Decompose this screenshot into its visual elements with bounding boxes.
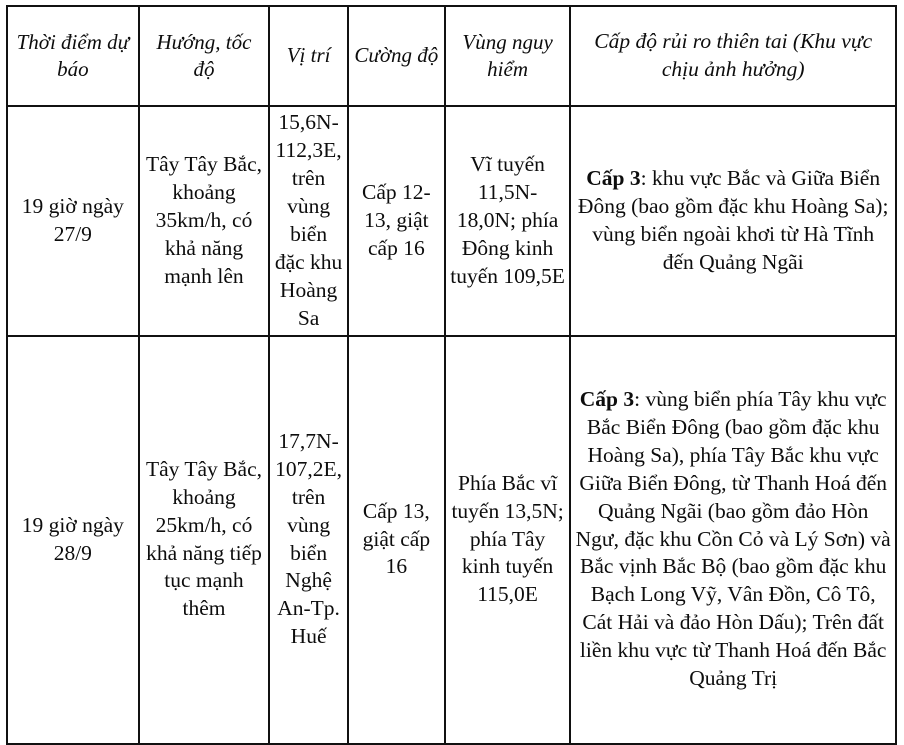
column-header-intensity: Cường độ xyxy=(348,6,445,106)
table-body xyxy=(7,106,896,744)
header-row xyxy=(7,6,896,106)
risk-level-badge: Cấp 3 xyxy=(586,165,641,190)
cell-position: 17,7N-107,2E, trên vùng biển Nghệ An-Tp. Huế xyxy=(269,336,348,744)
cell-danger-zone: Vĩ tuyến 11,5N-18,0N; phía Đông kinh tuyến 109,5E xyxy=(445,106,571,336)
column-header-position: Vị trí xyxy=(269,6,348,106)
risk-description: : khu vực Bắc và Giữa Biển Đông (bao gồm đặc khu Hoàng Sa); vùng biển ngoài khơi từ Hà Tĩnh đến Quảng Ngãi xyxy=(577,165,889,274)
cell-disaster-risk xyxy=(570,336,896,744)
cell-intensity: Cấp 13, giật cấp 16 xyxy=(348,336,445,744)
column-header-disaster-risk-level: Cấp độ rủi ro thiên tai (Khu vực chịu ảnh hưởng) xyxy=(570,6,896,106)
cell-intensity: Cấp 12-13, giật cấp 16 xyxy=(348,106,445,336)
cell-direction-speed: Tây Tây Bắc, khoảng 35km/h, có khả năng mạnh lên xyxy=(139,106,270,336)
cell-disaster-risk xyxy=(570,106,896,336)
cell-direction-speed: Tây Tây Bắc, khoảng 25km/h, có khả năng tiếp tục mạnh thêm xyxy=(139,336,270,744)
cell-position: 15,6N-112,3E, trên vùng biển đặc khu Hoàng Sa xyxy=(269,106,348,336)
storm-forecast-table xyxy=(6,5,897,745)
cell-danger-zone: Phía Bắc vĩ tuyến 13,5N; phía Tây kinh tuyến 115,0E xyxy=(445,336,571,744)
cell-forecast-time: 19 giờ ngày 28/9 xyxy=(7,336,139,744)
column-header-danger-zone: Vùng nguy hiểm xyxy=(445,6,571,106)
column-header-direction-speed: Hướng, tốc độ xyxy=(139,6,270,106)
risk-description: : vùng biển phía Tây khu vực Bắc Biển Đông (bao gồm đặc khu Hoàng Sa), phía Tây Bắc khu vực Giữa Biển Đông, từ Thanh Hoá đến Quảng Ngãi (bao gồm đảo Hòn Ngư, đặc khu Cồn Cỏ và Lý Sơn) và Bắc vịnh Bắc Bộ (bao gồm đặc khu Bạch Long Vỹ, Vân Đồn, Cô Tô, Cát Hải và đảo Hòn Dấu); Trên đất liền khu vực từ Thanh Hoá đến Bắc Quảng Trị xyxy=(575,386,891,691)
table-header xyxy=(7,6,896,106)
table-row xyxy=(7,106,896,336)
column-header-forecast-time: Thời điểm dự báo xyxy=(7,6,139,106)
table-row xyxy=(7,336,896,744)
risk-level-badge: Cấp 3 xyxy=(579,386,635,411)
cell-forecast-time: 19 giờ ngày 27/9 xyxy=(7,106,139,336)
